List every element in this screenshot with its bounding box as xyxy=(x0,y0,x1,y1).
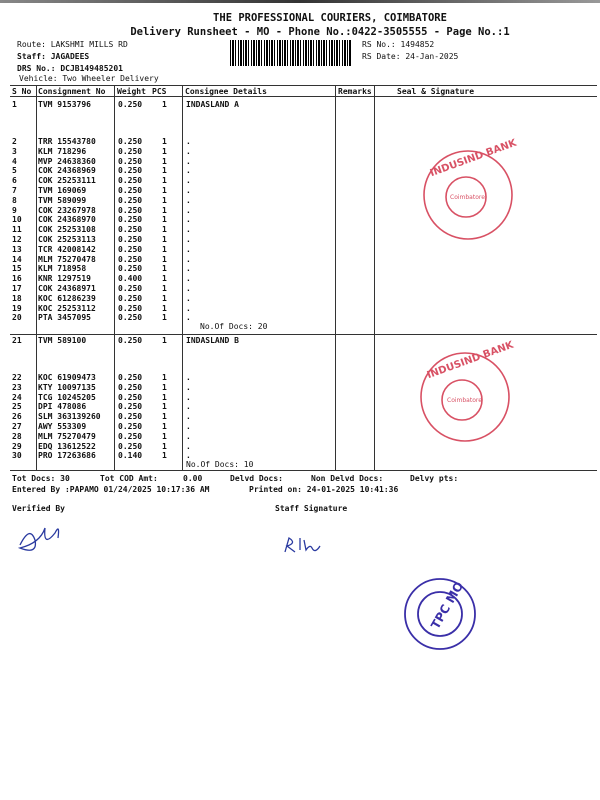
delivered-docs: Delvd Docs: xyxy=(230,474,283,483)
col-consignment: Consignment No xyxy=(38,87,106,96)
row-pcs: 1 xyxy=(162,235,167,244)
consignee-placeholder: . xyxy=(186,254,191,264)
svg-text:Coimbatore: Coimbatore xyxy=(447,397,482,404)
row-consignment: TVM 589100 xyxy=(38,336,87,345)
row-consignment: DPI 478086 xyxy=(38,402,87,412)
row-weight: 0.250 xyxy=(118,225,143,235)
row-consignment: TVM 589099 xyxy=(38,195,87,205)
row-consignment: KLM 718296 xyxy=(38,146,87,156)
consignee-placeholder: . xyxy=(186,441,191,451)
row-pcs: 1 xyxy=(162,195,167,205)
row-weight: 0.250 xyxy=(118,392,143,402)
col-seal: Seal & Signature xyxy=(397,87,475,96)
delivery-points: Delvy pts: xyxy=(410,474,459,483)
row-sno: 22 xyxy=(12,373,22,382)
row-pcs: 1 xyxy=(162,264,167,274)
row-pcs: 1 xyxy=(162,284,167,293)
row-weight: 0.250 xyxy=(118,382,143,392)
row-weight: 0.250 xyxy=(118,137,143,146)
total-cod-label: Tot COD Amt: xyxy=(100,474,158,483)
col-remarks: Remarks xyxy=(338,87,372,96)
row-weight: 0.250 xyxy=(118,303,143,313)
row-pcs: 1 xyxy=(162,166,167,176)
row-pcs: 1 xyxy=(162,244,167,254)
consignee-placeholder: . xyxy=(186,431,191,441)
row-sno: 3 xyxy=(12,146,17,156)
consignee-placeholder: . xyxy=(186,244,191,254)
row-weight: 0.250 xyxy=(118,166,143,176)
consignee-placeholder: . xyxy=(186,176,191,186)
consignee-placeholder: . xyxy=(186,293,191,303)
row-pcs: 1 xyxy=(162,431,167,441)
docs-count-b: No.Of Docs: 10 xyxy=(186,460,254,469)
row-sno: 1 xyxy=(12,100,17,109)
row-consignment: AWY 553309 xyxy=(38,422,87,431)
staff: Staff: JAGADEES xyxy=(17,52,90,61)
consignee-placeholder: . xyxy=(186,373,191,382)
svg-text:TPC MO: TPC MO xyxy=(428,579,467,632)
row-consignment: TVM 169069 xyxy=(38,186,87,195)
row-consignment: COK 24368969 xyxy=(38,166,96,176)
row-consignment: COK 25253113 xyxy=(38,235,96,244)
row-weight: 0.250 xyxy=(118,431,143,441)
row-sno: 6 xyxy=(12,176,17,186)
route: Route: LAKSHMI MILLS RD xyxy=(17,40,128,49)
consignee-placeholder: . xyxy=(186,186,191,195)
consignee-placeholder: . xyxy=(186,205,191,215)
row-sno: 13 xyxy=(12,244,22,254)
row-consignment: TCR 42008142 xyxy=(38,244,96,254)
consignee-placeholder: . xyxy=(186,146,191,156)
verified-by: Verified By xyxy=(12,504,65,513)
row-pcs: 1 xyxy=(162,382,167,392)
consignee-placeholder: . xyxy=(186,451,191,461)
consignee-placeholder: . xyxy=(186,166,191,176)
row-weight: 0.140 xyxy=(118,451,143,461)
row-weight: 0.250 xyxy=(118,254,143,264)
row-pcs: 1 xyxy=(162,146,167,156)
row-consignment: COK 23267978 xyxy=(38,205,96,215)
svg-text:INDUSIND BANK: INDUSIND BANK xyxy=(428,137,519,180)
row-weight: 0.250 xyxy=(118,100,143,109)
row-sno: 11 xyxy=(12,225,22,235)
col-consignee: Consignee Details xyxy=(185,87,267,96)
staff-signature-label: Staff Signature xyxy=(275,504,348,513)
row-sno: 8 xyxy=(12,195,17,205)
row-consignment: TRR 15543780 xyxy=(38,137,96,146)
row-sno: 7 xyxy=(12,186,17,195)
consignee-placeholder: . xyxy=(186,195,191,205)
row-weight: 0.250 xyxy=(118,244,143,254)
row-sno: 2 xyxy=(12,137,17,146)
row-consignment: COK 24368971 xyxy=(38,284,96,293)
consignee-placeholder: . xyxy=(186,303,191,313)
row-pcs: 1 xyxy=(162,392,167,402)
non-delivered-docs: Non Delvd Docs: xyxy=(311,474,384,483)
row-weight: 0.250 xyxy=(118,422,143,431)
bank-stamp-2 xyxy=(421,339,516,441)
row-sno: 10 xyxy=(12,215,22,225)
row-consignment: COK 25253108 xyxy=(38,225,96,235)
row-weight: 0.250 xyxy=(118,293,143,303)
row-sno: 24 xyxy=(12,392,22,402)
total-docs: Tot Docs: 30 xyxy=(12,474,70,483)
row-consignment: TVM 9153796 xyxy=(38,100,91,109)
row-sno: 5 xyxy=(12,166,17,176)
row-pcs: 1 xyxy=(162,313,167,323)
tpc-mo-stamp xyxy=(405,579,475,649)
row-consignment: KOC 61909473 xyxy=(38,373,96,382)
row-pcs: 1 xyxy=(162,156,167,166)
docs-count-a: No.Of Docs: 20 xyxy=(200,322,268,331)
verified-signature xyxy=(20,528,59,550)
row-pcs: 1 xyxy=(162,412,167,422)
svg-text:INDUSIND BANK: INDUSIND BANK xyxy=(425,339,516,382)
row-weight: 0.400 xyxy=(118,274,143,284)
row-pcs: 1 xyxy=(162,373,167,382)
row-weight: 0.250 xyxy=(118,195,143,205)
row-sno: 9 xyxy=(12,205,17,215)
row-pcs: 1 xyxy=(162,441,167,451)
row-consignment: SLM 363139260 xyxy=(38,412,101,422)
row-sno: 18 xyxy=(12,293,22,303)
row-pcs: 1 xyxy=(162,422,167,431)
col-sno: S No xyxy=(12,87,32,96)
row-weight: 0.250 xyxy=(118,373,143,382)
row-sno: 28 xyxy=(12,431,22,441)
row-sno: 17 xyxy=(12,284,22,293)
row-consignment: KNR 1297519 xyxy=(38,274,91,284)
consignee-placeholder: . xyxy=(186,392,191,402)
row-consignment: MLM 75270478 xyxy=(38,254,96,264)
row-consignment: MLM 75270479 xyxy=(38,431,96,441)
row-pcs: 1 xyxy=(162,303,167,313)
consignee-placeholder: . xyxy=(186,235,191,244)
consignee-a: INDASLAND A xyxy=(186,100,239,109)
row-weight: 0.250 xyxy=(118,441,143,451)
row-sno: 29 xyxy=(12,441,22,451)
row-pcs: 1 xyxy=(162,336,167,345)
col-pcs: PCS xyxy=(152,87,167,96)
row-weight: 0.250 xyxy=(118,402,143,412)
row-sno: 16 xyxy=(12,274,22,284)
row-weight: 0.250 xyxy=(118,186,143,195)
row-pcs: 1 xyxy=(162,100,167,109)
staff-signature xyxy=(285,538,320,552)
vehicle: Vehicle: Two Wheeler Delivery xyxy=(19,74,159,83)
row-weight: 0.250 xyxy=(118,264,143,274)
consignee-placeholder: . xyxy=(186,412,191,422)
row-weight: 0.250 xyxy=(118,235,143,244)
row-consignment: TCG 10245205 xyxy=(38,392,96,402)
row-sno: 19 xyxy=(12,303,22,313)
row-consignment: KLM 718958 xyxy=(38,264,87,274)
col-weight: Weight xyxy=(117,87,146,96)
row-sno: 12 xyxy=(12,235,22,244)
row-sno: 4 xyxy=(12,156,17,166)
consignee-b: INDASLAND B xyxy=(186,336,239,345)
svg-text:Coimbatore: Coimbatore xyxy=(450,194,485,201)
row-sno: 15 xyxy=(12,264,22,274)
row-sno: 14 xyxy=(12,254,22,264)
row-consignment: PTA 3457095 xyxy=(38,313,91,323)
row-sno: 26 xyxy=(12,412,22,422)
consignee-placeholder: . xyxy=(186,274,191,284)
row-weight: 0.250 xyxy=(118,215,143,225)
row-weight: 0.250 xyxy=(118,156,143,166)
row-pcs: 1 xyxy=(162,137,167,146)
consignee-placeholder: . xyxy=(186,137,191,146)
row-pcs: 1 xyxy=(162,402,167,412)
row-pcs: 1 xyxy=(162,205,167,215)
consignee-placeholder: . xyxy=(186,402,191,412)
row-sno: 27 xyxy=(12,422,22,431)
row-consignment: EDQ 13612522 xyxy=(38,441,96,451)
row-sno: 30 xyxy=(12,451,22,461)
consignee-placeholder: . xyxy=(186,215,191,225)
row-weight: 0.250 xyxy=(118,284,143,293)
consignee-placeholder: . xyxy=(186,156,191,166)
row-consignment: COK 25253111 xyxy=(38,176,96,186)
consignee-placeholder: . xyxy=(186,313,191,323)
row-consignment: PRO 17263686 xyxy=(38,451,96,461)
row-consignment: KOC 61286239 xyxy=(38,293,96,303)
runsheet-subtitle: Delivery Runsheet - MO - Phone No.:0422-3505555 - Page No.:1 xyxy=(130,26,510,38)
drs-number: DRS No.: DCJB149485201 xyxy=(17,64,123,73)
row-consignment: KOC 25253112 xyxy=(38,303,96,313)
rs-number: RS No.: 1494852 xyxy=(362,40,435,49)
consignee-placeholder: . xyxy=(186,284,191,293)
row-weight: 0.250 xyxy=(118,336,143,345)
row-pcs: 1 xyxy=(162,176,167,186)
row-weight: 0.250 xyxy=(118,176,143,186)
row-weight: 0.250 xyxy=(118,146,143,156)
printed-on: Printed on: 24-01-2025 10:41:36 xyxy=(249,485,399,494)
row-pcs: 1 xyxy=(162,215,167,225)
row-consignment: KTY 10097135 xyxy=(38,382,96,392)
row-consignment: MVP 24638360 xyxy=(38,156,96,166)
total-cod-value: 0.00 xyxy=(183,474,203,483)
consignee-placeholder: . xyxy=(186,225,191,235)
consignee-placeholder: . xyxy=(186,264,191,274)
row-sno: 23 xyxy=(12,382,22,392)
row-consignment: COK 24368970 xyxy=(38,215,96,225)
row-sno: 25 xyxy=(12,402,22,412)
row-pcs: 1 xyxy=(162,186,167,195)
row-weight: 0.250 xyxy=(118,205,143,215)
rs-date: RS Date: 24-Jan-2025 xyxy=(362,52,459,61)
row-weight: 0.250 xyxy=(118,313,143,323)
entered-by: Entered By :PAPAMO 01/24/2025 10:17:36 AM xyxy=(12,485,210,494)
consignee-placeholder: . xyxy=(186,382,191,392)
row-sno: 21 xyxy=(12,336,22,345)
row-sno: 20 xyxy=(12,313,22,323)
company-title: THE PROFESSIONAL COURIERS, COIMBATORE xyxy=(213,12,447,24)
row-weight: 0.250 xyxy=(118,412,143,422)
row-pcs: 1 xyxy=(162,293,167,303)
row-pcs: 1 xyxy=(162,225,167,235)
bank-stamp-1 xyxy=(424,137,519,239)
row-pcs: 1 xyxy=(162,254,167,264)
row-pcs: 1 xyxy=(162,274,167,284)
row-pcs: 1 xyxy=(162,451,167,461)
consignee-placeholder: . xyxy=(186,422,191,431)
